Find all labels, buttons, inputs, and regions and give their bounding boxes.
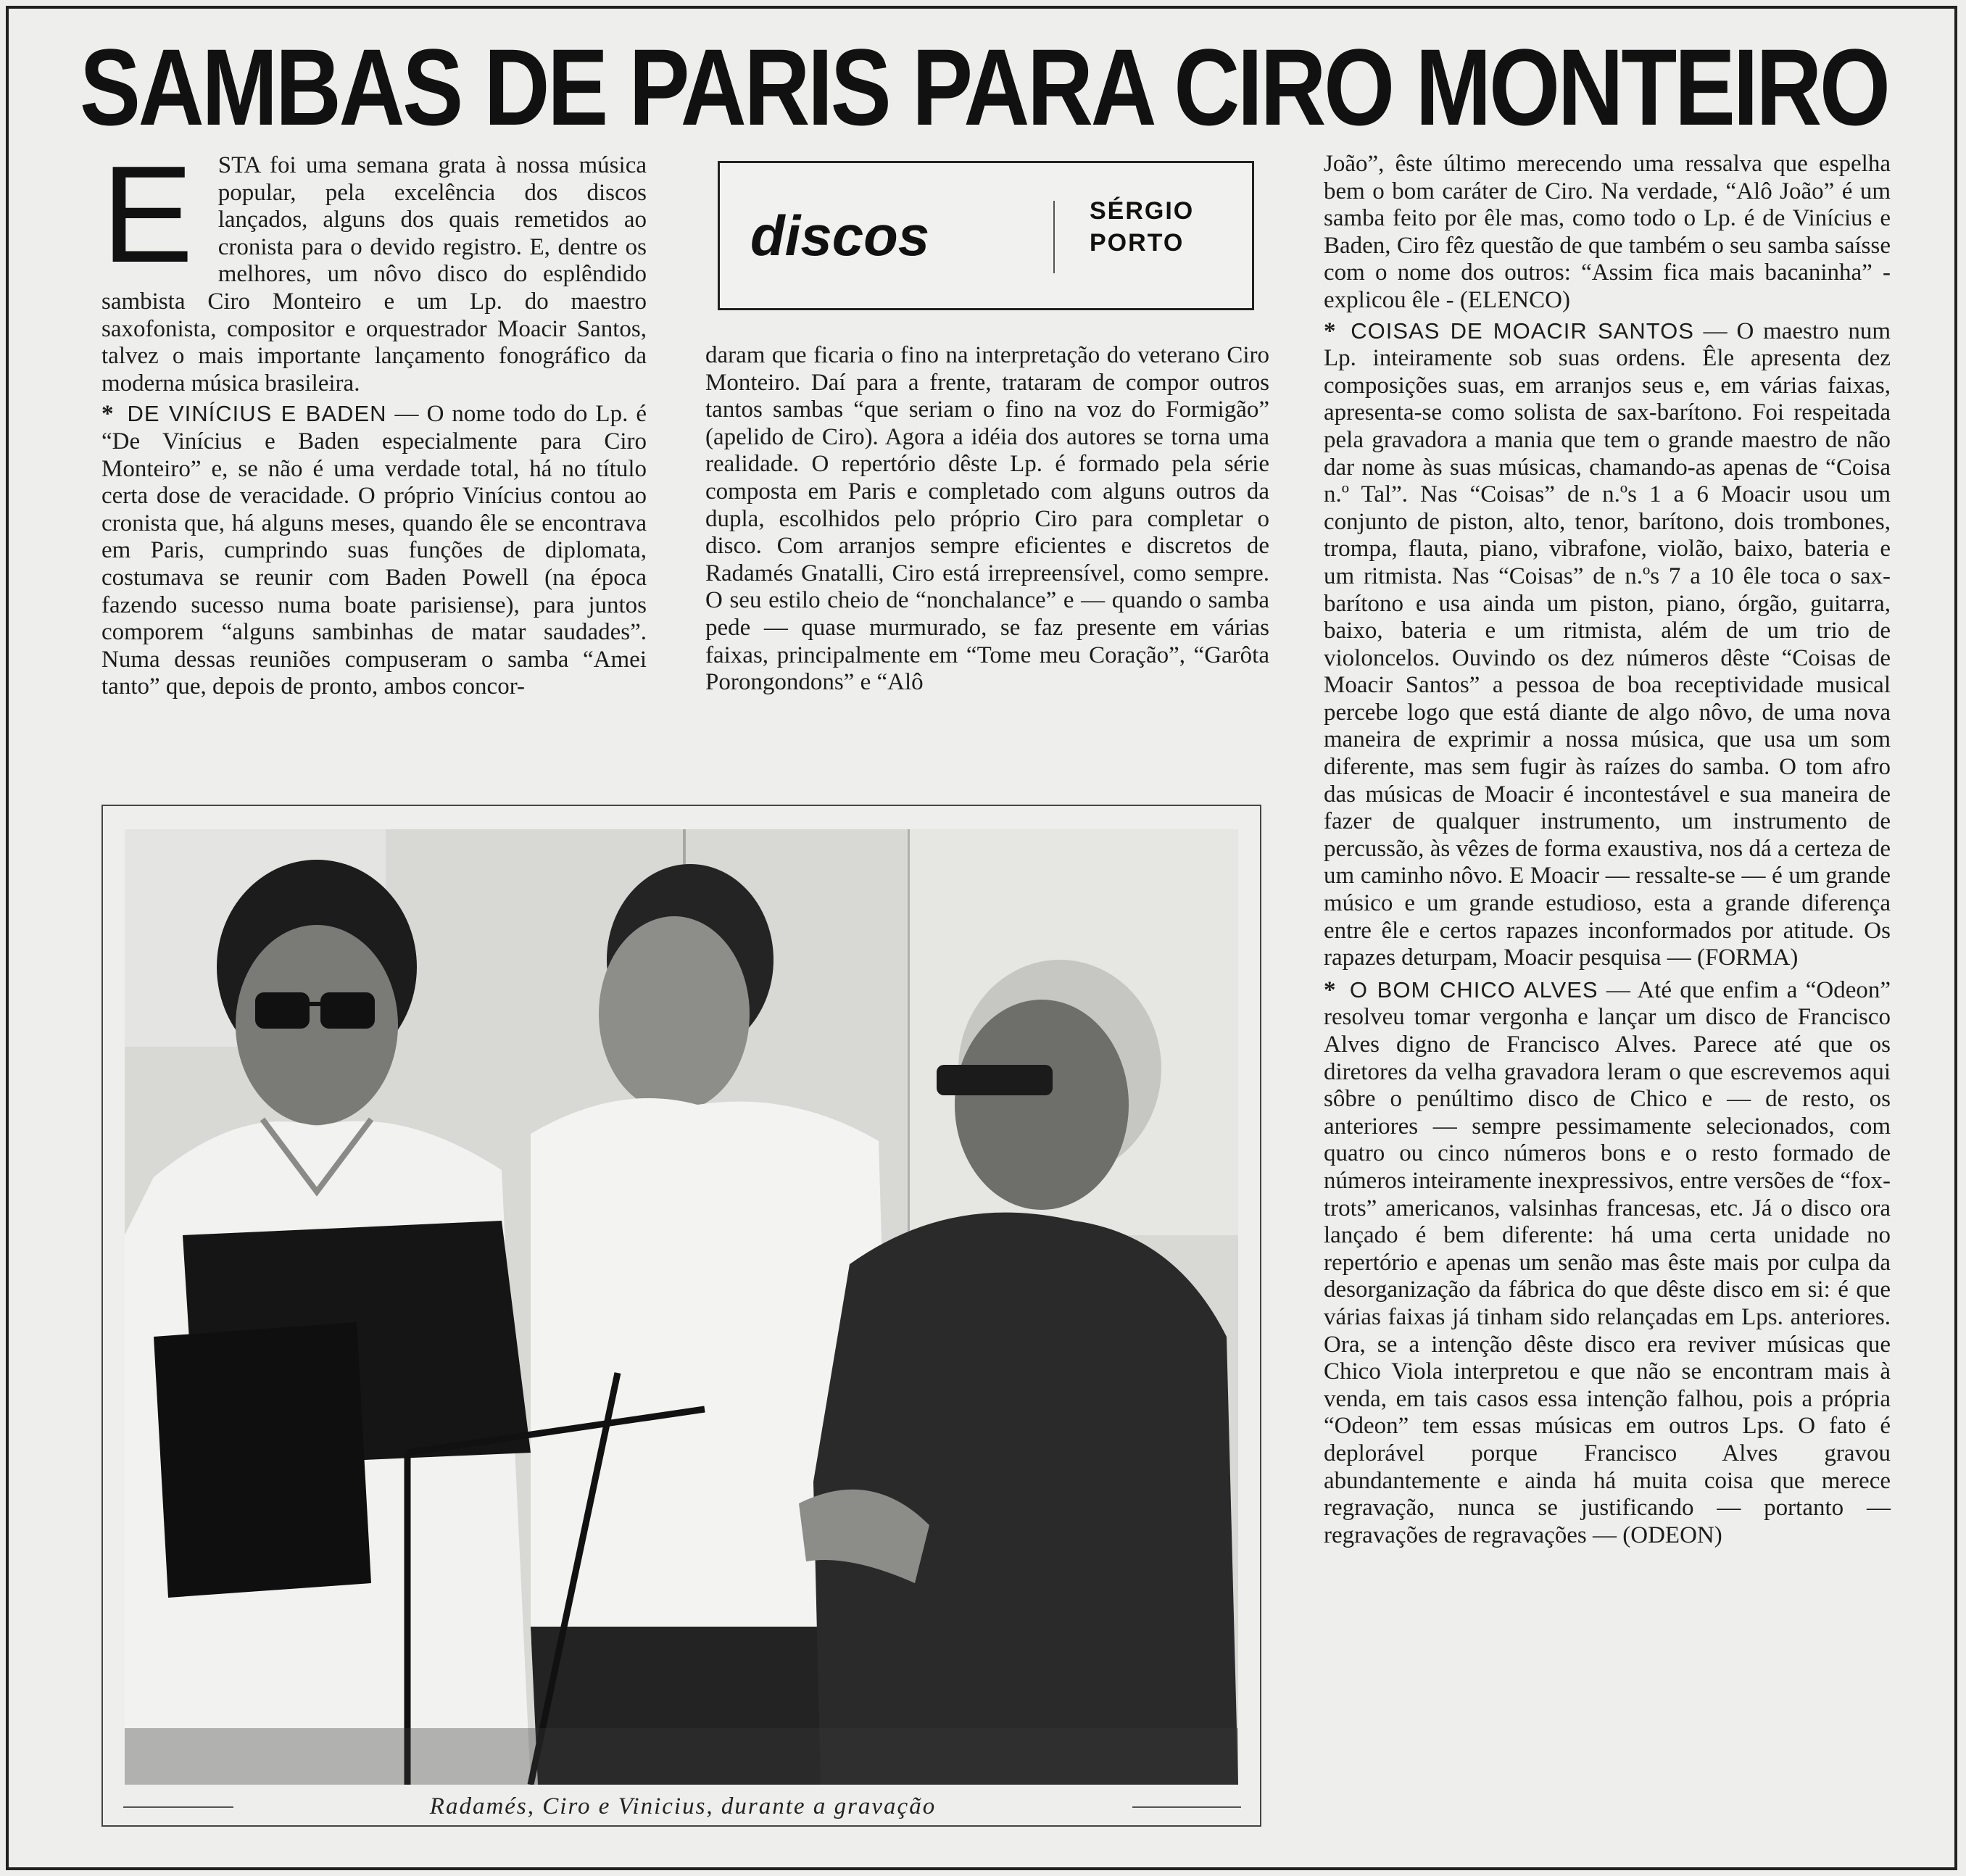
section-body: — O maestro num Lp. inteiramente sob suas ordens. Êle apresenta dez composições suas, em arranjos seus e, em várias faixas, apresenta-se como solista de sax-barítono. Foi respeitada pela gravadora a mania que tem o grande maestro de não dar nome às suas músicas, chamando-as apenas de “Coisa n.º Tal”. Nas “Coisas” de n.ºs 1 a 6 Moacir usou um conjunto de piston, alto, tenor, barítono, dois trombones, trompa, flauta, piano, vibrafone, violão, baixo, bateria e um ritmista. Nas “Coisas” de n.ºs 7 a 10 êle toca o sax-barítono e usa ainda um piston, piano, órgão, guitarra, baixo, bateria e um ritmista, além de um trio de violoncelos. Ouvindo os dez números dêste “Coisas de Moacir Santos” a pessoa de boa receptividade musical percebe logo que está diante de algo nôvo, de uma nova maneira de exprimir a nossa música, que usa um som diferente, mas sem fugir às raízes do samba. O tom afro das músicas de Moacir é incontestável e sua maneira de fazer de qualquer instrumento, um instrumento de percussão, às vêzes de forma exaustiva, nos dá a certeza de um caminho nôvo. E Moacir — ressalte-se — é um grande músico e um grande estudioso, esta a grande diferença entre êle e certos rapazes inconformados por atitude. Os rapazes deturpam, Moacir pesquisa — (FORMA): [1324, 317, 1891, 971]
column-byline-box: [718, 161, 1254, 310]
headline: SAMBAS DE PARIS PARA CIRO MONTEIRO: [80, 26, 1888, 148]
column-1: [101, 138, 647, 701]
star-bullet-icon: *: [101, 401, 114, 428]
section-title: discos: [750, 204, 930, 267]
section-heading: O BOM CHICO ALVES: [1349, 976, 1598, 1003]
intro-paragraph: [101, 138, 647, 397]
section-chico-alves: [1324, 972, 1891, 1549]
star-bullet-icon: *: [1324, 317, 1336, 344]
author-last-name: PORTO: [1090, 229, 1185, 257]
recording-session-photo: [125, 829, 1238, 1785]
section-heading: DE VINÍCIUS E BADEN: [127, 401, 387, 427]
section-heading: COISAS DE MOACIR SANTOS: [1351, 317, 1694, 344]
section-body: — O nome todo do Lp. é “De Vinícius e Baden especialmente para Ciro Monteiro” e, se não é uma verdade total, há no título certa dose de veracidade. O próprio Vinícius contou ao cronista que, há alguns meses, quando êle se encontrava em Paris, cumprindo suas funções de diplomata, costumava se reunir com Baden Powell (na época fazendo sucesso numa boate parisiense), para juntos comporem “alguns sambinhas de matar saudades”. Numa dessas reuniões compuseram o samba “Amei tanto” que, depois de pronto, ambos concor-: [101, 401, 647, 700]
section-vinicius-baden: [101, 397, 647, 701]
byline-divider: [1053, 201, 1055, 273]
column-3: [1324, 151, 1891, 1549]
intro-text: STA foi uma semana grata à nossa música popular, pela excelência dos discos lançados, alguns dos quais remetidos ao cronista para o devido registro. E, dentre os melhores, um nôvo disco do esplêndido sambista Ciro Monteiro e um Lp. do maestro saxofonista, compositor e orquestrador Moacir Santos, talvez o mais importante lançamento fonográfico da moderna música brasileira.: [101, 152, 647, 397]
section-moacir-santos: [1324, 315, 1891, 972]
star-bullet-icon: *: [1324, 976, 1336, 1003]
author-name: [1090, 195, 1194, 259]
drop-cap: E: [101, 138, 194, 291]
column-2: [705, 342, 1269, 697]
section-body: — Até que enfim a “Odeon” resolveu tomar vergonha e lançar um disco de Francisco Alves digno de Francisco Alves. Parece até que os diretores da velha gravadora leram o que escrevemos aqui sôbre o penúltimo disco de Chico e — de resto, os anteriores — sempre pessimamente selecionados, com quatro ou cinco números bons e o resto formado de números inteiramente inexpressivos, entre versões de “fox-trots” americanos, valsinhas francesas, etc. Já o disco ora lançado é bem diferente: há uma certa unidade no repertório e apenas um senão mas êste mais por culpa da desorganização da fábrica do que dêste disco em si: é que várias faixas já tinham sido relançadas em Lps. anteriores. Ora, se a intenção dêste disco era reviver músicas que Chico Viola interpretou e que não se encontram mais à venda, em tais casos essa intenção falhou, pois a própria “Odeon” tem essas músicas em outros Lps. O fato é deplorável porque Francisco Alves gravou abundantemente e ainda há muita coisa que merece regravação, nunca se justificando — portanto — regravações de regravações — (ODEON): [1324, 976, 1891, 1548]
photo-caption: Radamés, Ciro e Vinicius, durante a gravação: [233, 1791, 1132, 1822]
photo-illustration: [125, 829, 1238, 1785]
continued-paragraph: daram que ficaria o fino na interpretação do veterano Ciro Monteiro. Daí para a frente, trataram de compor outros tantos sambas “que seriam o fino na voz do Formigão” (apelido de Ciro). Agora a idéia dos autores se torna uma realidade. O repertório dêste Lp. é formado pela série composta em Paris e completado com alguns outros da dupla, escolhidos pelo próprio Ciro para completar o disco. Com arranjos sempre eficientes e discretos de Radamés Gnatalli, Ciro está irrepreensível, como sempre. O seu estilo cheio de “nonchalance” e — quando o samba pede — quase murmurado, se faz presente em várias faixas, principalmente em “Tome meu Coração”, “Garôta Porongondons” e “Alô: [705, 342, 1269, 696]
caption-rule-left: [123, 1806, 246, 1808]
caption-rule-right: [1118, 1806, 1241, 1808]
photo-frame: [101, 805, 1261, 1827]
author-first-name: SÉRGIO: [1090, 197, 1195, 225]
continued-paragraph: João”, êste último merecendo uma ressalva que espelha bem o bom caráter de Ciro. Na verdade, “Alô João” é um samba feito por êle mas, como todo o Lp. é de Vinícius e Baden, Ciro fêz questão de que também o seu samba saísse com o nome dos outros: “Assim fica mais bacaninha” - explicou êle - (ELENCO): [1324, 151, 1891, 313]
